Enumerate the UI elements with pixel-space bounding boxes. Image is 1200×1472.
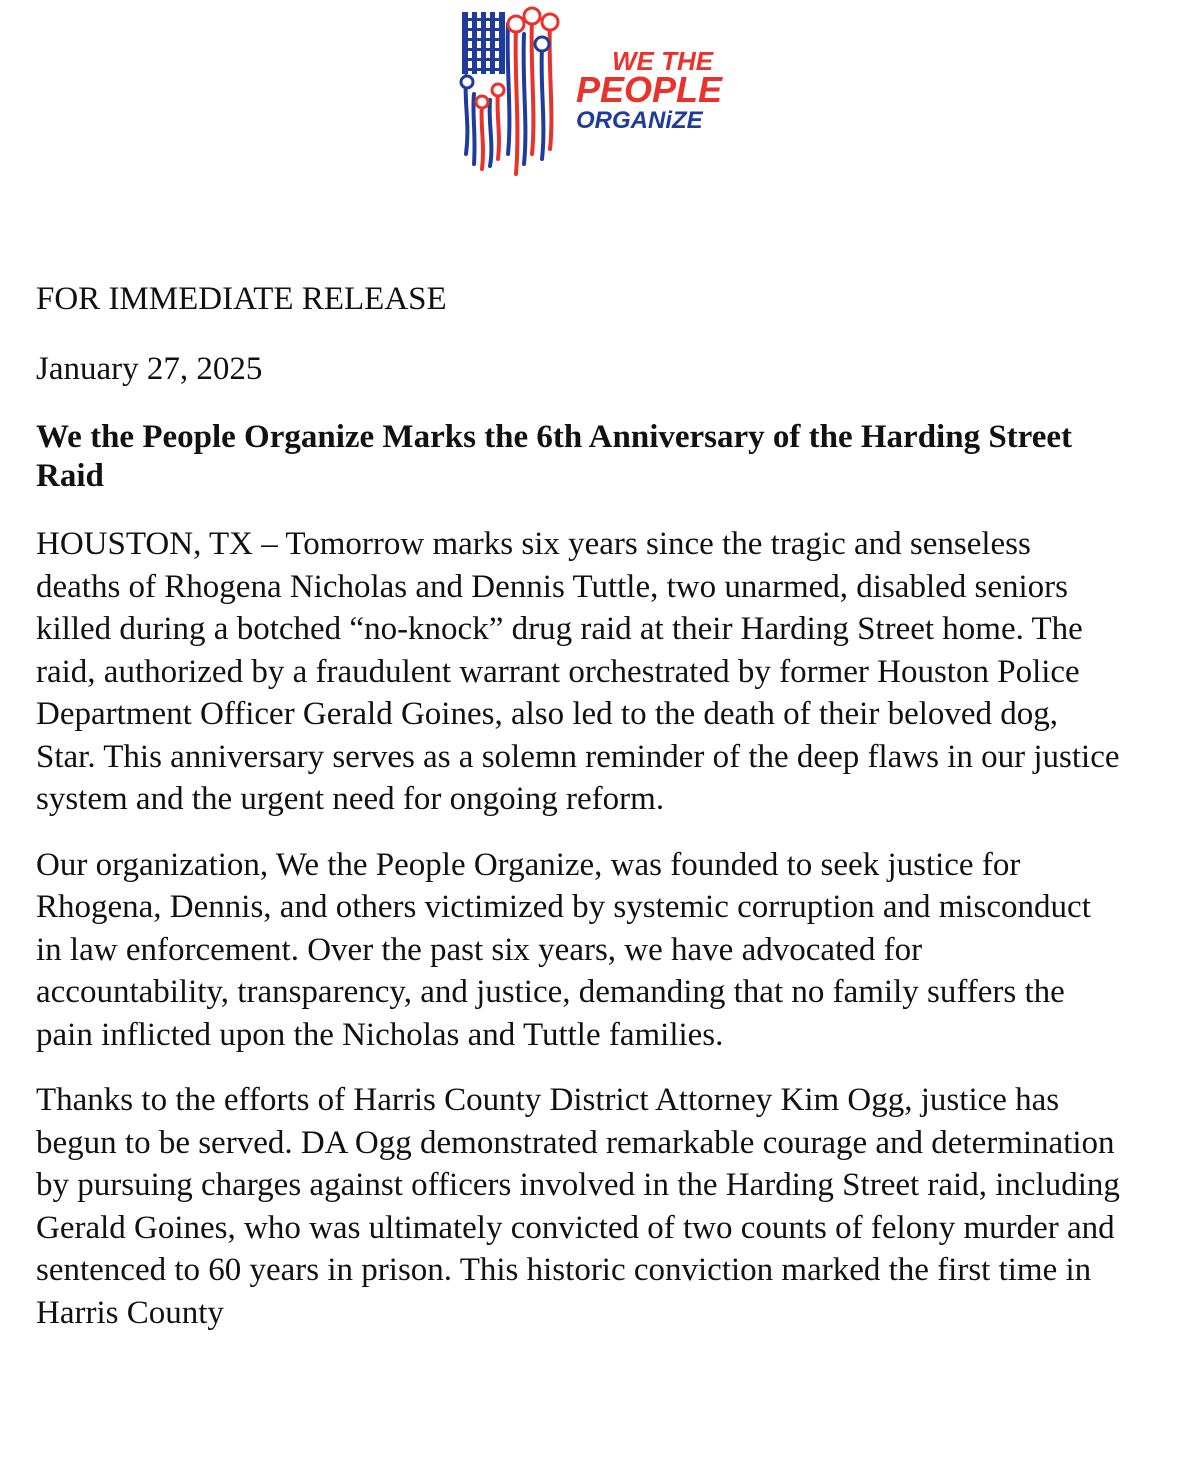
flag-fists-logo-graphic: [452, 4, 762, 178]
star-field: [462, 12, 508, 74]
release-label: FOR IMMEDIATE RELEASE: [36, 281, 447, 317]
body-paragraph: HOUSTON, TX – Tomorrow marks six years since the tragic and senseless deaths of Rhogena Nicholas and Dennis Tuttle, two unarmed, disabled seniors killed during a botched “no-knock” drug raid at their Harding Street home. The raid, authorized by a fraudulent warrant orchestrated by former Houston Police Department Officer Gerald Goines, also led to the death of their beloved dog, Star. This anniversary serves as a solemn reminder of the deep flaws in our justice system and the urgent need for ongoing reform.: [36, 526, 1120, 817]
headline: We the People Organize Marks the 6th Anniversary of the Harding Street Raid: [36, 419, 1073, 494]
body-paragraph: Thanks to the efforts of Harris County District Attorney Kim Ogg, justice has begun to be served. DA Ogg demonstrated remarkable courage and determination by pursuing charges against officers involved in the Harding Street raid, including Gerald Goines, who was ultimately convicted of two counts of felony murder and sentenced to 60 years in prison. This historic conviction marked the first time in Harris County: [36, 1082, 1120, 1331]
organization-logo: [452, 4, 762, 178]
logo-text-people: PEOPLE: [576, 69, 723, 110]
body-paragraph: Our organization, We the People Organize, was founded to seek justice for Rhogena, Dennis, and others victimized by systemic corruption and misconduct in law enforcement. Over the past six years, we have advocated for accountability, transparency, and justice, demanding that no family suffers the pain inflicted upon the Nicholas and Tuttle families.: [36, 846, 1091, 1053]
press-release: [36, 278, 1176, 1357]
logo-text-organize: ORGANiZE: [576, 107, 703, 134]
release-date: January 27, 2025: [36, 351, 263, 387]
logo-text-we-the: WE THE: [612, 46, 714, 76]
